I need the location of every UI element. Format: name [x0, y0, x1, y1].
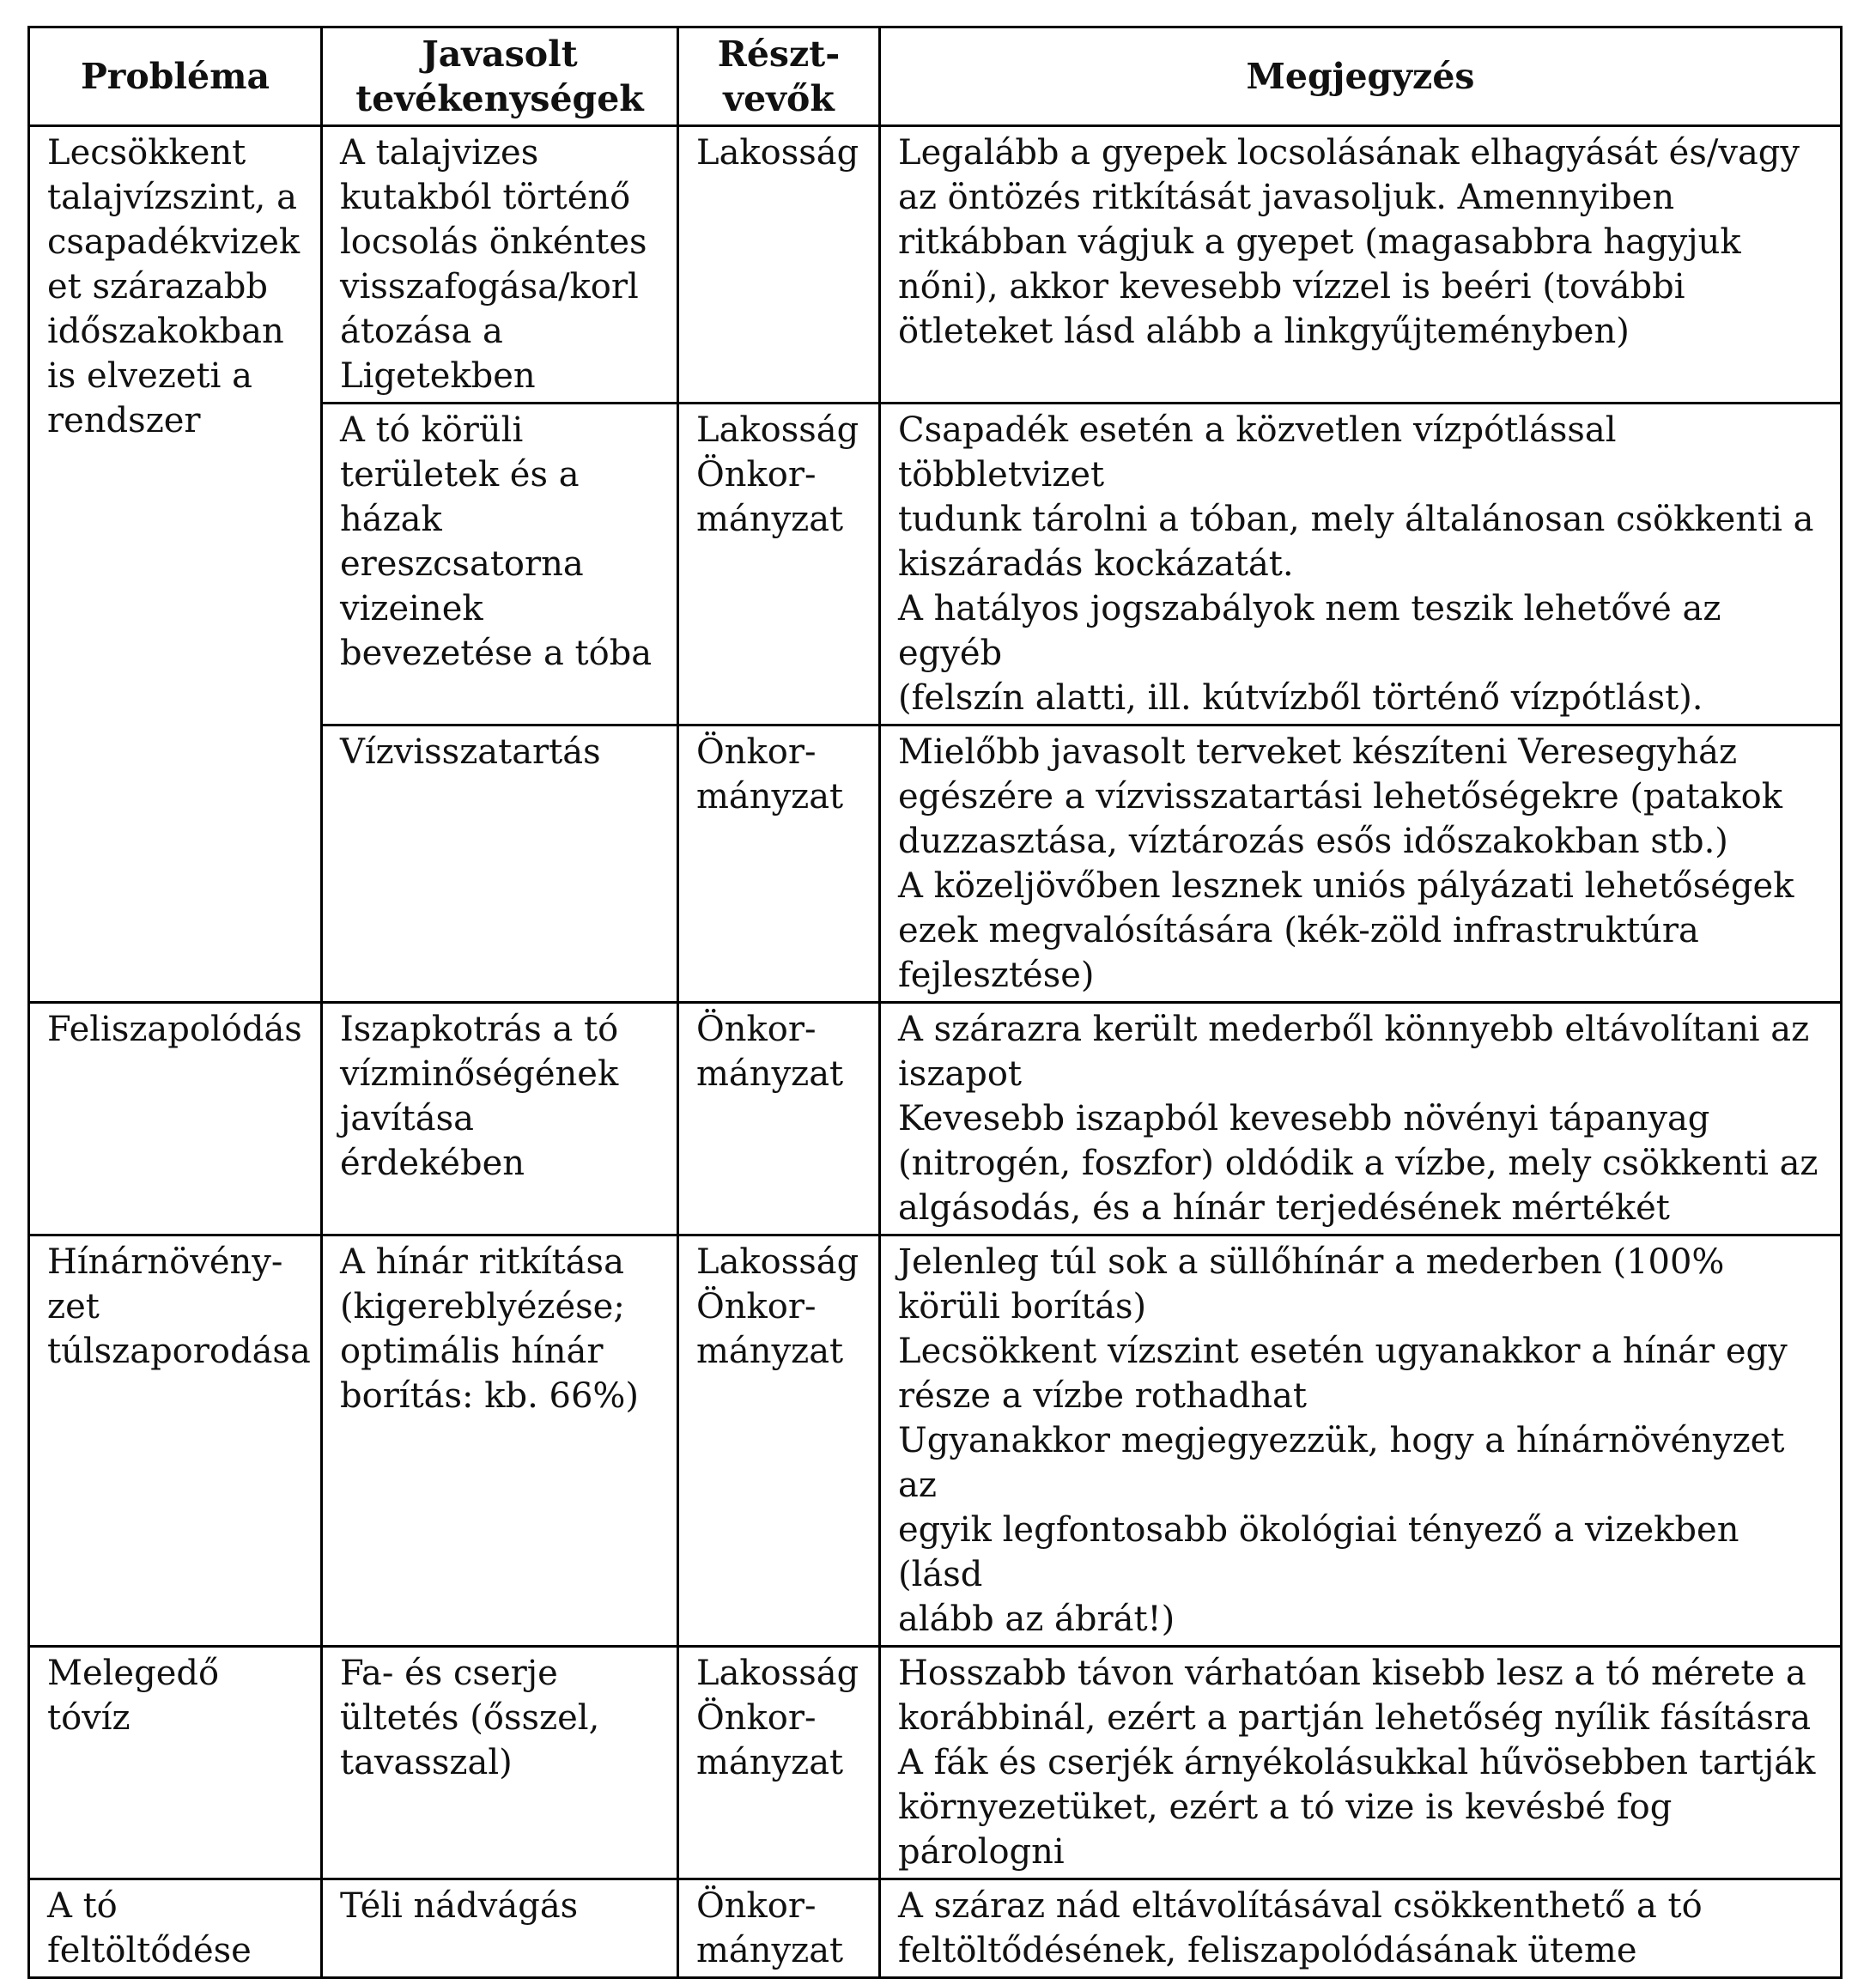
- text-line: Lecsökkent vízszint esetén ugyanakkor a hínár egy: [898, 1332, 1788, 1371]
- problem-cell: [29, 1879, 322, 1978]
- notes-cell: [880, 404, 1842, 725]
- text-line: rendszer: [47, 401, 201, 440]
- text-line: Önkor-: [696, 1886, 817, 1926]
- text-line: időszakokban: [47, 312, 284, 351]
- text-line: mányzat: [696, 1743, 844, 1782]
- text-line: A száraz nád eltávolításával csökkenthető a tó: [898, 1886, 1703, 1926]
- text-line: egyik legfontosabb ökológiai tényező a vizekben (lásd: [898, 1510, 1739, 1594]
- text-line: Önkor-: [696, 1698, 817, 1738]
- text-line: vevők: [723, 78, 835, 119]
- text-line: Melegedő tóvíz: [47, 1654, 220, 1738]
- text-line: feltöltődése: [47, 1931, 252, 1970]
- participants-cell: [678, 1879, 880, 1978]
- text-line: (felszín alatti, ill. kútvízből történő vízpótlást).: [898, 678, 1703, 718]
- participants-cell: [678, 1647, 880, 1879]
- text-line: túlszaporodása: [47, 1332, 311, 1371]
- table-header-row: [29, 27, 1842, 126]
- text-line: párologni: [898, 1832, 1065, 1872]
- text-line: az öntözés ritkítását javasoljuk. Amennyiben: [898, 178, 1675, 217]
- text-line: környezetüket, ezért a tó vize is kevésbé fog: [898, 1788, 1673, 1827]
- text-line: borítás: kb. 66%): [340, 1376, 640, 1416]
- text-line: Iszapkotrás a tó: [340, 1010, 619, 1049]
- participants-cell: [678, 404, 880, 725]
- header-actions: [322, 27, 678, 126]
- text-line: zet: [47, 1287, 100, 1326]
- actions-cell: [322, 1879, 678, 1978]
- text-line: A hatályos jogszabályok nem teszik lehetővé az egyéb: [898, 589, 1721, 673]
- text-line: Megjegyzés: [1246, 56, 1475, 97]
- text-line: érdekében: [340, 1144, 525, 1183]
- notes-cell: [880, 725, 1842, 1003]
- text-line: (kigereblyézése;: [340, 1287, 625, 1326]
- text-line: A szárazra került mederből könnyebb eltávolítani az: [898, 1010, 1810, 1049]
- text-line: területek és a: [340, 455, 580, 495]
- text-line: Feliszapolódás: [47, 1010, 302, 1049]
- text-line: Önkor-: [696, 1010, 817, 1049]
- text-line: algásodás, és a hínár terjedésének mértékét: [898, 1188, 1670, 1228]
- text-line: optimális hínár: [340, 1332, 604, 1371]
- text-line: Lakosság: [696, 1654, 859, 1693]
- text-line: Önkor-: [696, 732, 817, 772]
- header-notes: [880, 27, 1842, 126]
- problem-cell: [29, 1235, 322, 1647]
- text-line: ritkábban vágjuk a gyepet (magasabbra hagyjuk: [898, 222, 1741, 262]
- text-line: locsolás önkéntes: [340, 222, 647, 262]
- text-line: Lakosság: [696, 133, 859, 173]
- header-problem: [29, 27, 322, 126]
- actions-cell: [322, 725, 678, 1003]
- text-line: Jelenleg túl sok a süllőhínár a mederben (100%: [898, 1242, 1725, 1282]
- text-line: Lakosság: [696, 1242, 859, 1282]
- text-line: kutakból történő: [340, 178, 631, 217]
- text-line: ötleteket lásd alább a linkgyűjteményben): [898, 312, 1630, 351]
- text-line: ezek megvalósítására (kék-zöld infrastruktúra: [898, 911, 1699, 950]
- text-line: átozása a: [340, 312, 503, 351]
- text-line: A fák és cserjék árnyékolásukkal hűvösebben tartják: [898, 1743, 1816, 1782]
- text-line: A talajvizes: [340, 133, 539, 173]
- participants-cell: [678, 1003, 880, 1235]
- text-line: vizeinek: [340, 589, 483, 628]
- table-row: [29, 1003, 1842, 1235]
- text-line: mányzat: [696, 1054, 844, 1094]
- problem-cell: [29, 1003, 322, 1235]
- text-line: Probléma: [80, 56, 270, 97]
- text-line: A közeljövőben lesznek uniós pályázati lehetőségek: [898, 866, 1794, 906]
- text-line: nőni), akkor kevesebb vízzel is beéri (további: [898, 267, 1685, 307]
- text-line: Vízvisszatartás: [340, 732, 601, 772]
- text-line: javítása: [340, 1099, 474, 1138]
- text-line: Önkor-: [696, 455, 817, 495]
- text-line: visszafogása/korl: [340, 267, 639, 307]
- text-line: Ugyanakkor megjegyezzük, hogy a hínárnövényzet az: [898, 1421, 1785, 1505]
- text-line: Hosszabb távon várhatóan kisebb lesz a tó mérete a: [898, 1654, 1806, 1693]
- text-line: Csapadék esetén a közvetlen vízpótlással többletvizet: [898, 410, 1617, 495]
- text-line: Ligetekben: [340, 356, 536, 396]
- text-line: A hínár ritkítása: [340, 1242, 624, 1282]
- text-line: vízminőségének: [340, 1054, 619, 1094]
- text-line: tavasszal): [340, 1743, 513, 1782]
- text-line: csapadékvizek: [47, 222, 301, 262]
- measures-table: [27, 26, 1843, 1979]
- text-line: duzzasztása, víztározás esős időszakokban stb.): [898, 822, 1728, 861]
- table-body: [29, 126, 1842, 1978]
- text-line: Téli nádvágás: [340, 1886, 579, 1926]
- actions-cell: [322, 126, 678, 404]
- text-line: mányzat: [696, 1931, 844, 1970]
- header-participants: [678, 27, 880, 126]
- text-line: Lecsökkent: [47, 133, 246, 173]
- notes-cell: [880, 1235, 1842, 1647]
- text-line: talajvízszint, a: [47, 178, 297, 217]
- notes-cell: [880, 1003, 1842, 1235]
- text-line: iszapot: [898, 1054, 1023, 1094]
- text-line: Javasolt: [422, 33, 578, 75]
- text-line: (nitrogén, foszfor) oldódik a vízbe, mely csökkenti az: [898, 1144, 1818, 1183]
- actions-cell: [322, 404, 678, 725]
- participants-cell: [678, 1235, 880, 1647]
- text-line: korábbinál, ezért a partján lehetőség nyílik fásításra: [898, 1698, 1812, 1738]
- text-line: ültetés (ősszel,: [340, 1698, 600, 1738]
- text-line: bevezetése a tóba: [340, 634, 653, 673]
- text-line: fejlesztése): [898, 956, 1095, 995]
- table-row: [29, 1879, 1842, 1978]
- text-line: körüli borítás): [898, 1287, 1147, 1326]
- text-line: ereszcsatorna: [340, 544, 584, 584]
- text-line: Fa- és cserje: [340, 1654, 558, 1693]
- text-line: is elvezeti a: [47, 356, 252, 396]
- text-line: alább az ábrát!): [898, 1600, 1175, 1639]
- text-line: tevékenységek: [355, 78, 644, 119]
- text-line: A tó: [47, 1886, 118, 1926]
- text-line: Hínárnövény-: [47, 1242, 283, 1282]
- notes-cell: [880, 126, 1842, 404]
- text-line: Önkor-: [696, 1287, 817, 1326]
- actions-cell: [322, 1647, 678, 1879]
- notes-cell: [880, 1879, 1842, 1978]
- notes-cell: [880, 1647, 1842, 1879]
- text-line: Kevesebb iszapból kevesebb növényi tápanyag: [898, 1099, 1710, 1138]
- participants-cell: [678, 725, 880, 1003]
- text-line: kiszáradás kockázatát.: [898, 544, 1294, 584]
- text-line: tudunk tárolni a tóban, mely általánosan csökkenti a: [898, 500, 1814, 539]
- actions-cell: [322, 1235, 678, 1647]
- text-line: Részt-: [717, 33, 841, 75]
- problem-cell: [29, 126, 322, 1003]
- text-line: mányzat: [696, 500, 844, 539]
- text-line: Mielőbb javasolt terveket készíteni Veresegyház: [898, 732, 1738, 772]
- table-row: [29, 1235, 1842, 1647]
- text-line: A tó körüli: [340, 410, 524, 450]
- text-line: mányzat: [696, 777, 844, 816]
- text-line: et szárazabb: [47, 267, 269, 307]
- text-line: Lakosság: [696, 410, 859, 450]
- text-line: mányzat: [696, 1332, 844, 1371]
- participants-cell: [678, 126, 880, 404]
- text-line: egészére a vízvisszatartási lehetőségekre (patakok: [898, 777, 1782, 816]
- table-row: [29, 1647, 1842, 1879]
- actions-cell: [322, 1003, 678, 1235]
- text-line: feltöltődésének, feliszapolódásának üteme: [898, 1931, 1637, 1970]
- text-line: Legalább a gyepek locsolásának elhagyását és/vagy: [898, 133, 1800, 173]
- text-line: része a vízbe rothadhat: [898, 1376, 1307, 1416]
- problem-cell: [29, 1647, 322, 1879]
- text-line: házak: [340, 500, 442, 539]
- table-row: [29, 126, 1842, 404]
